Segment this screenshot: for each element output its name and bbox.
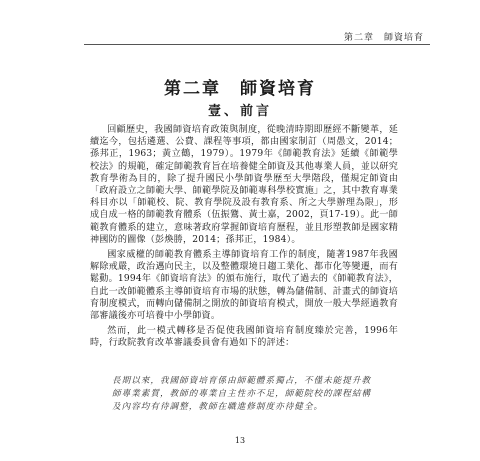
paragraph: 回顧歷史，我國師資培育政策與制度，從晚清時期即歷經不斷變革，延續迄今，包括遴選、公費、課程等事項，都由國家制訂（周愚文，2014；孫邦正，1963；黃立鶴，1979）。1979年《師範教育法》延續《師範學校法》的規範，確定師範教育旨在培養健全師資及其他專業人員，並以研究教育學術為目的，除了提升國民小學師資學歷至大學階段，僅規定師資由「政府設立之師範大學、師範學院及師範專科學校實施」之，其中教育專業科目亦以「師範校、院、教育學院及設有教育系、所之大學辦理為限」，形成自成一格的師範教育體系（伍振鷟、黃士嘉，2002，頁17-19）。此一師範教育體系的建立，意味著政府掌握師資培育歷程，並且形塑教師是國家精神國防的圖像（彭煥勝，2014；孫邦正，1984）。 <box>90 125 398 245</box>
header-rule <box>84 44 430 45</box>
body-text <box>90 124 398 353</box>
section-title: 壹、前言 <box>207 104 272 119</box>
block-quote: 長期以來，我國師資培育係由師範體系獨占，不僅未能提升教師專業素質，教師的專業自主性亦不足，師範院校的課程結構及內容均有待調整，教師在職進修制度亦待健全。 <box>112 376 372 412</box>
paragraph: 國家威權的師範教育體系主導師資培育工作的制度，隨著1987年我國解除戒嚴，政治邁向民主，以及整體環境日趨工業化、都市化等變遷，而有鬆動。1994年《師資培育法》的頒布施行，取代了過去的《師範教育法》，自此一改師範體系主導師資培育市場的狀態，轉為儲備制、計畫式的師資培育制度模式，而轉向儲備制之開放的師資培育模式，開放一般大學經過教育部審議後亦可培養中小學師資。 <box>90 250 398 322</box>
page-number: 13 <box>234 436 246 445</box>
running-header: 第二章 師資培育 <box>343 33 424 43</box>
chapter-title: 第二章 師資培育 <box>164 79 316 99</box>
paragraph: 然而，此一模式轉移是否促使我國師資培育制度臻於完善，1996年時，行政院教育改革審議委員會有過如下的評述： <box>90 326 398 349</box>
